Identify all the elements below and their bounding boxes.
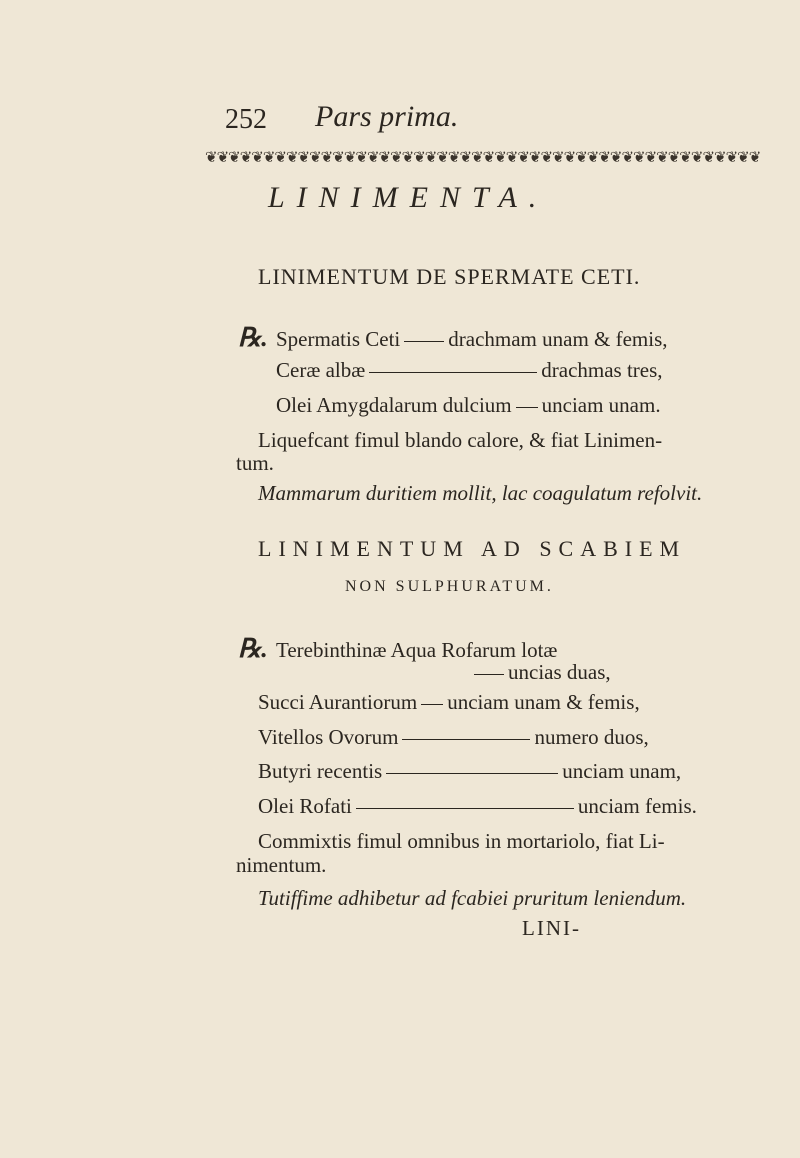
recipe2-instruction: Commixtis fimul omnibus in mortariolo, fiat Li- — [258, 829, 665, 853]
recipe1-instruction: Liquefcant fimul blando calore, & fiat Linimen- — [258, 428, 663, 452]
leader-dash — [356, 808, 574, 809]
recipe2-subtitle: NON SULPHURATUM. — [345, 578, 554, 595]
leader-dash — [369, 372, 537, 373]
ingredient: Succi Aurantiorum — [258, 690, 418, 714]
recipe1-title: LINIMENTUM DE SPERMATE CETI. — [258, 264, 641, 289]
recipe1-line-2 — [276, 358, 663, 383]
amount: numero duos, — [534, 725, 649, 749]
recipe2-instruction-cont: nimentum. — [236, 853, 327, 877]
ingredient: Ceræ albæ — [276, 358, 366, 382]
amount: drachmam unam & femis, — [448, 327, 668, 351]
recipe2-line-2 — [258, 690, 640, 715]
recipe2-line-1-amount — [470, 660, 611, 685]
catchword: LINI- — [522, 916, 581, 940]
ingredient: Olei Rofati — [258, 794, 352, 818]
page-number: 252 — [225, 104, 267, 135]
rx-symbol: ℞. — [238, 634, 268, 663]
leader-dash — [474, 674, 504, 675]
leader-dash — [421, 704, 443, 705]
rx-symbol: ℞. — [238, 323, 268, 352]
running-title: Pars prima. — [315, 100, 459, 133]
ingredient: Spermatis Ceti — [276, 327, 401, 351]
ingredient: Terebinthinæ Aqua Rofarum lotæ — [276, 638, 558, 662]
section-title: LINIMENTA. — [268, 181, 549, 214]
leader-dash — [386, 773, 558, 774]
ingredient: Vitellos Ovorum — [258, 725, 399, 749]
ingredient: Butyri recentis — [258, 759, 383, 783]
recipe2-line-3 — [258, 725, 649, 750]
ingredient: Olei Amygdalarum dulcium — [276, 393, 512, 417]
ornament-border: ❦❦❦❦❦❦❦❦❦❦❦❦❦❦❦❦❦❦❦❦❦❦❦❦❦❦❦❦❦❦❦❦❦❦❦❦❦❦❦❦❦❦❦❦❦❦❦❦ — [205, 150, 761, 166]
recipe2-title: LINIMENTUM AD SCABIEM — [258, 536, 687, 561]
recipe2-line-4 — [258, 759, 681, 784]
amount: unciam unam. — [541, 393, 661, 417]
leader-dash — [404, 341, 444, 342]
recipe2-line-5 — [258, 794, 697, 819]
recipe1-note: Mammarum duritiem mollit, lac coagulatum refolvit. — [258, 481, 703, 505]
recipe2-note: Tutiffime adhibetur ad fcabiei pruritum leniendum. — [258, 886, 687, 910]
recipe1-line-3 — [276, 393, 661, 418]
recipe1-instruction-cont: tum. — [236, 451, 274, 475]
amount: unciam femis. — [577, 794, 697, 818]
leader-dash — [402, 739, 530, 740]
amount: unciam unam, — [562, 759, 682, 783]
amount: drachmas tres, — [541, 358, 663, 382]
recipe1-line-1 — [238, 323, 668, 353]
leader-dash — [516, 407, 538, 408]
amount: unciam unam & femis, — [447, 690, 640, 714]
amount: uncias duas, — [508, 660, 611, 684]
